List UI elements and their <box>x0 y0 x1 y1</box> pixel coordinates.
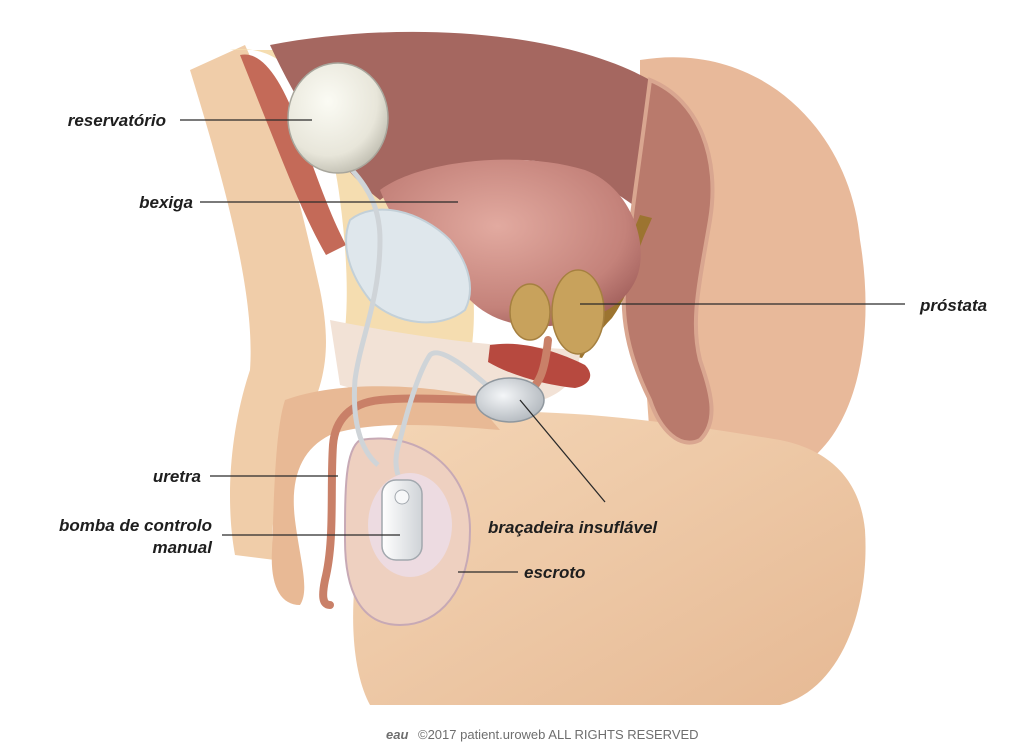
label-escroto: escroto <box>524 563 586 582</box>
pump-button <box>395 490 409 504</box>
label-bomba-line2: manual <box>152 538 212 557</box>
copyright-footer <box>386 727 699 742</box>
label-bexiga: bexiga <box>139 193 193 212</box>
inflatable-cuff <box>476 378 544 422</box>
label-prostata: próstata <box>920 296 988 315</box>
label-bracadeira: braçadeira insuflável <box>488 518 658 537</box>
label-reservatorio: reservatório <box>67 111 166 130</box>
reservoir-balloon <box>288 63 388 173</box>
eau-logo: eau <box>386 727 409 742</box>
label-bomba-line1: bomba de controlo <box>59 516 212 535</box>
label-uretra: uretra <box>152 467 201 486</box>
copyright-text: ©2017 patient.uroweb ALL RIGHTS RESERVED <box>418 727 699 742</box>
prostate-lobe-left <box>510 284 550 340</box>
prostate-lobe-right <box>552 270 604 354</box>
